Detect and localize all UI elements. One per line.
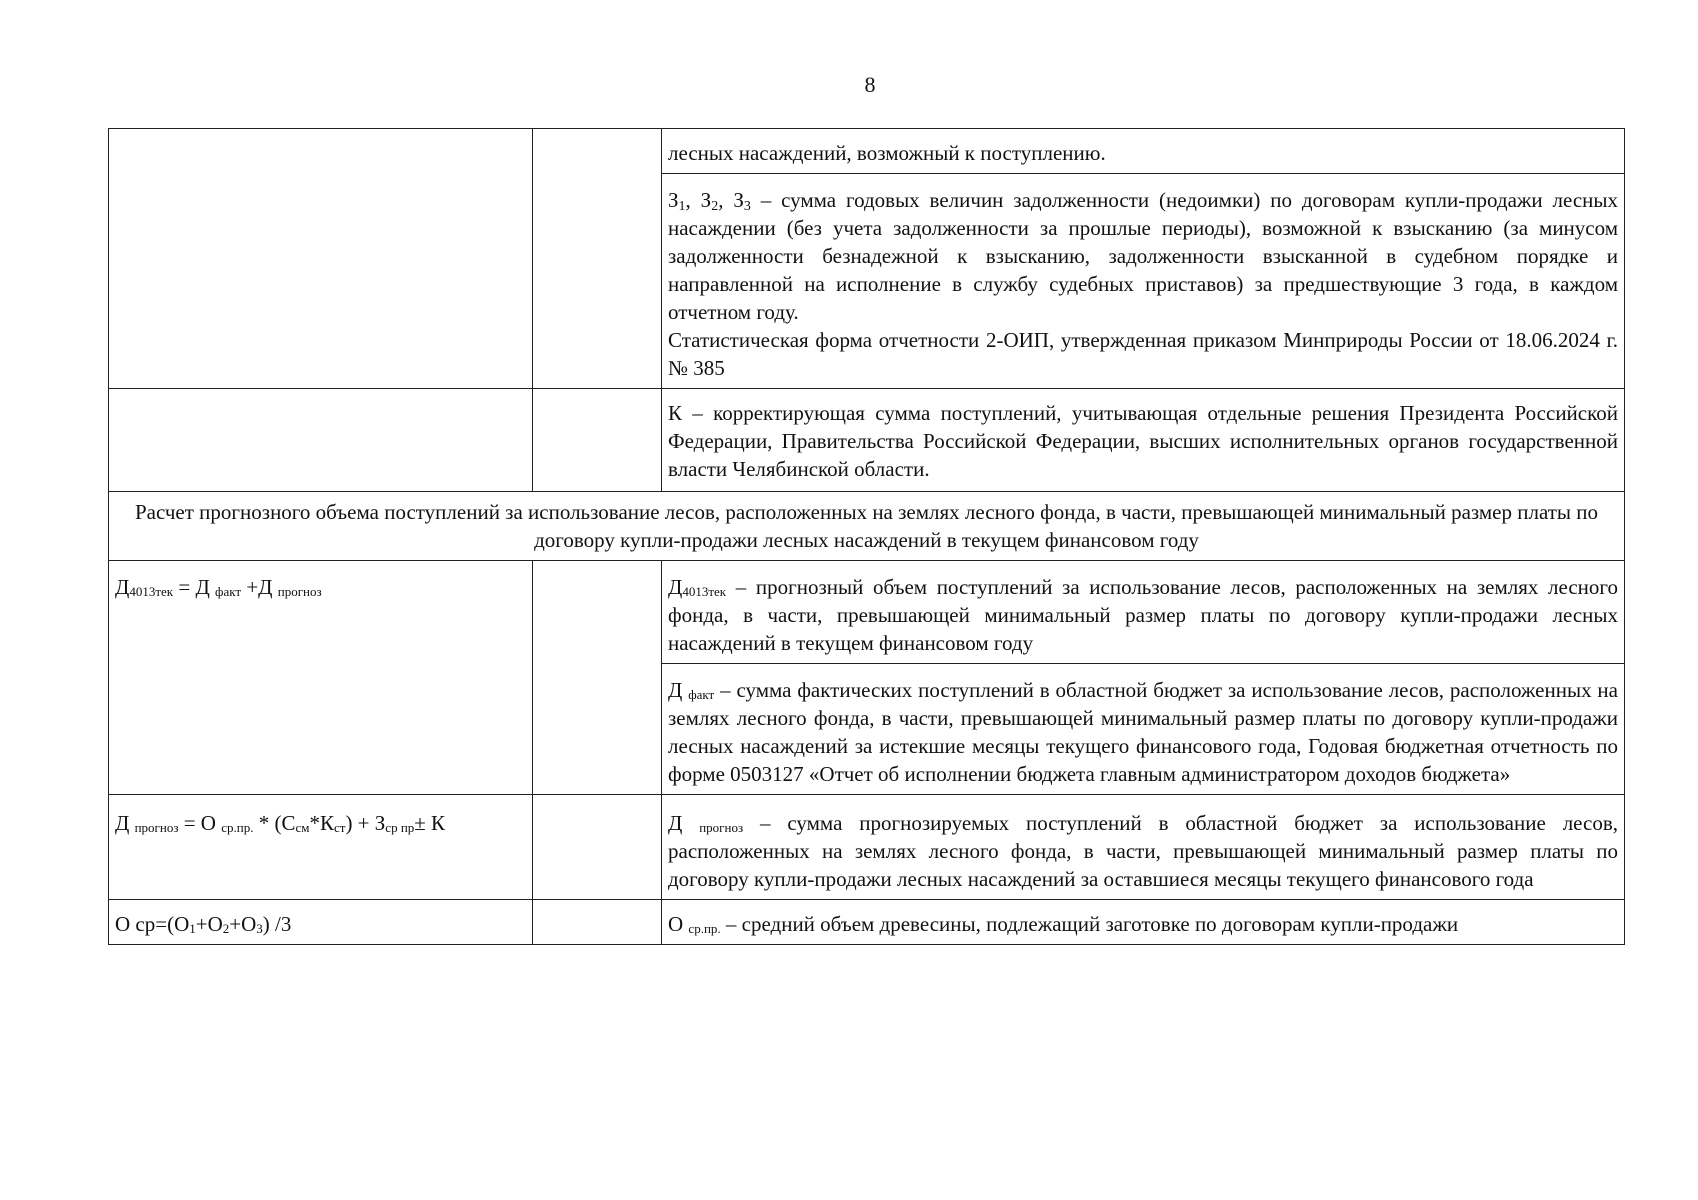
description-cell — [662, 174, 1625, 389]
debt-description: $З_1$, $З_2$, $З_3$ – сумма годовых величин задолженности (недоимки) по договорам купли-продажи лесных насаждении (без учета задолженности за прошлые периоды), возможной к взысканию (за минусом задолженности безнадежной к взысканию, задолженности взысканной в судебном порядке и направленной на исполнение в службу судебных приставов) за предшествующие 3 года, в каждом отчетном году. — [668, 188, 1618, 324]
section-row — [109, 492, 1625, 561]
description-text: – сумма годовых величин задолженности (недоимки) по договорам купли-продажи лесных насаждении (без учета задолженности за прошлые периоды), возможной к взысканию (за минусом задолженности безнадежной к взысканию, задолженности взысканной в судебном порядке и направленной на исполнение в службу судебных приставов) за предшествующие 3 года, в каждом отчетном году. — [668, 188, 1618, 324]
description-text: лесных насаждений, возможный к поступлению. — [668, 141, 1106, 165]
symbol-z3-sub: 3 — [743, 199, 751, 214]
desc-symbol: Д — [668, 575, 683, 599]
description-cell — [662, 795, 1625, 900]
symbol-z1: З — [668, 188, 679, 212]
table-row — [109, 900, 1625, 945]
description-cell — [662, 129, 1625, 174]
symbol-z2: З — [700, 188, 712, 212]
table-row — [109, 389, 1625, 492]
empty-cell — [533, 561, 662, 795]
description-text: – сумма прогнозируемых поступлений в областной бюджет за использование лесов, расположенных на землях лесного фонда, в части, превышающей минимальный размер платы по договору купли-продажи лесных насаждений за оставшиеся месяцы текущего финансового года — [668, 811, 1618, 891]
page-number: 8 — [864, 72, 876, 97]
symbol-z2-sub: 2 — [711, 199, 719, 214]
empty-cell — [533, 900, 662, 945]
description-text: – средний объем древесины, подлежащий заготовке по договорам купли-продажи — [720, 912, 1459, 936]
desc-symbol-sub: 4013тек — [682, 584, 727, 599]
desc-symbol: Д — [668, 811, 700, 835]
formula-o-sr: О ср=(О1+О2+О3) /3 — [115, 912, 292, 936]
formula-d4013: Д4013тек = Д факт +Д прогноз — [115, 575, 322, 599]
empty-cell — [533, 129, 662, 389]
methodology-table — [108, 128, 1625, 945]
source-text: Статистическая форма отчетности 2-ОИП, утвержденная приказом Минприроды России от 18.06.2024 г. № 385 — [668, 328, 1618, 380]
section-title-cell — [109, 492, 1625, 561]
desc-symbol: Д — [668, 678, 689, 702]
symbol-z1-sub: 1 — [678, 199, 686, 214]
table-row — [109, 561, 1625, 664]
formula-cell — [109, 561, 533, 795]
empty-cell — [533, 795, 662, 900]
description-cell — [662, 900, 1625, 945]
formula-cell — [109, 129, 533, 389]
description-cell — [662, 389, 1625, 492]
formula-cell — [109, 795, 533, 900]
table-row — [109, 795, 1625, 900]
description-text: – прогнозный объем поступлений за использование лесов, расположенных на землях лесного фонда, в части, превышающей минимальный размер платы по договору купли-продажи лесных насаждений в текущем финансовом году — [668, 575, 1618, 655]
empty-cell — [533, 389, 662, 492]
description-text: К – корректирующая сумма поступлений, учитывающая отдельные решения Президента Российской Федерации, Правительства Российской Федерации, высших исполнительных органов государственной власти Челябинской области. — [668, 401, 1618, 481]
description-cell — [662, 561, 1625, 664]
symbol-z3: З — [733, 188, 744, 212]
formula-d-prognoz: Д прогноз = О ср.пр. * (Ссм*Кст) + Зср пр± К — [115, 811, 446, 835]
desc-symbol: О — [668, 912, 689, 936]
formula-cell — [109, 389, 533, 492]
description-text: – сумма фактических поступлений в областной бюджет за использование лесов, расположенных на землях лесного фонда, в части, превышающей минимальный размер платы по договору купли-продажи лесных насаждений за истекшие месяцы текущего финансового года, Годовая бюджетная отчетность по форме 0503127 «Отчет об исполнении бюджета главным администратором доходов бюджета» — [668, 678, 1618, 786]
desc-symbol-sub: прогноз — [699, 820, 744, 835]
desc-symbol-sub: факт — [688, 687, 715, 702]
desc-symbol-sub: ср.пр. — [688, 921, 721, 936]
description-cell — [662, 664, 1625, 795]
section-title: Расчет прогнозного объема поступлений за использование лесов, расположенных на землях лесного фонда, в части, превышающей минимальный размер платы по договору купли-продажи лесных насаждений в текущем финансовом году — [134, 500, 1599, 552]
formula-cell — [109, 900, 533, 945]
table-row — [109, 129, 1625, 174]
